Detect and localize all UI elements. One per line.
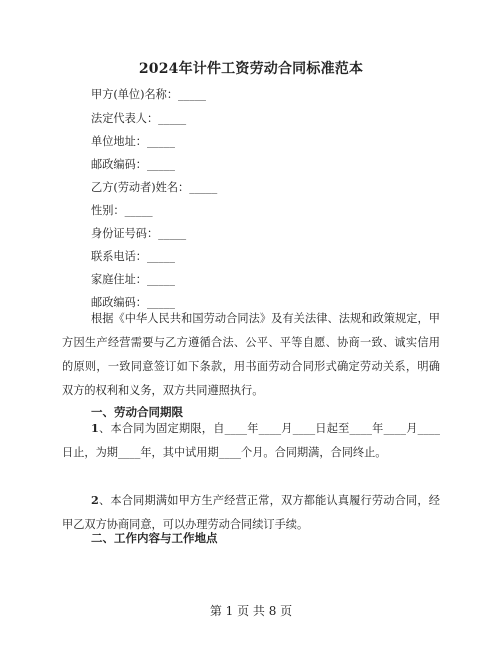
field-legal-representative: 法定代表人：_____ bbox=[91, 112, 187, 125]
section-heading-contract-term: 一、劳动合同期限 bbox=[91, 405, 183, 419]
field-home-address: 家庭住址：_____ bbox=[91, 273, 175, 286]
document-title: 2024年计件工资劳动合同标准范本 bbox=[138, 61, 364, 77]
field-employer-postcode: 邮政编码：_____ bbox=[91, 158, 175, 171]
section-heading-work-content: 二、工作内容与工作地点 bbox=[91, 531, 218, 545]
field-phone: 联系电话：_____ bbox=[91, 250, 175, 263]
clause-1-number: 1 bbox=[91, 421, 99, 435]
field-employer-address: 单位地址：_____ bbox=[91, 135, 175, 148]
field-gender: 性别：_____ bbox=[91, 204, 153, 217]
field-employer-name: 甲方(单位)名称：_____ bbox=[91, 88, 207, 101]
clause-2-number: 2 bbox=[91, 493, 99, 507]
field-employee-name: 乙方(劳动者)姓名：_____ bbox=[91, 181, 218, 194]
clause-2-text: 、本合同期满如甲方生产经营正常，双方都能认真履行劳动合同，经甲乙双方协商同意，可以办理劳动合同续订手续。 bbox=[62, 494, 440, 531]
intro-paragraph: 根据《中华人民共和国劳动合同法》及有关法律、法规和政策规定，甲方因生产经营需要与乙方遵循合法、公平、平等自愿、协商一致、诚实信用的原则，一致同意签订如下条款，用书面劳动合同形式确定劳动关系，明确双方的权利和义务，双方共同遵照执行。 bbox=[62, 312, 440, 397]
clause-1-text: 、本合同为固定期限，自____年____月____日起至____年____月____日止，为期____年，其中试用期____个月。合同期满，合同终止。 bbox=[62, 422, 440, 459]
field-employee-postcode: 邮政编码：_____ bbox=[91, 296, 175, 309]
field-id-number: 身份证号码：_____ bbox=[91, 227, 187, 240]
clause-1 bbox=[62, 416, 440, 465]
page-footer: 第 1 页 共 8 页 bbox=[209, 604, 293, 618]
